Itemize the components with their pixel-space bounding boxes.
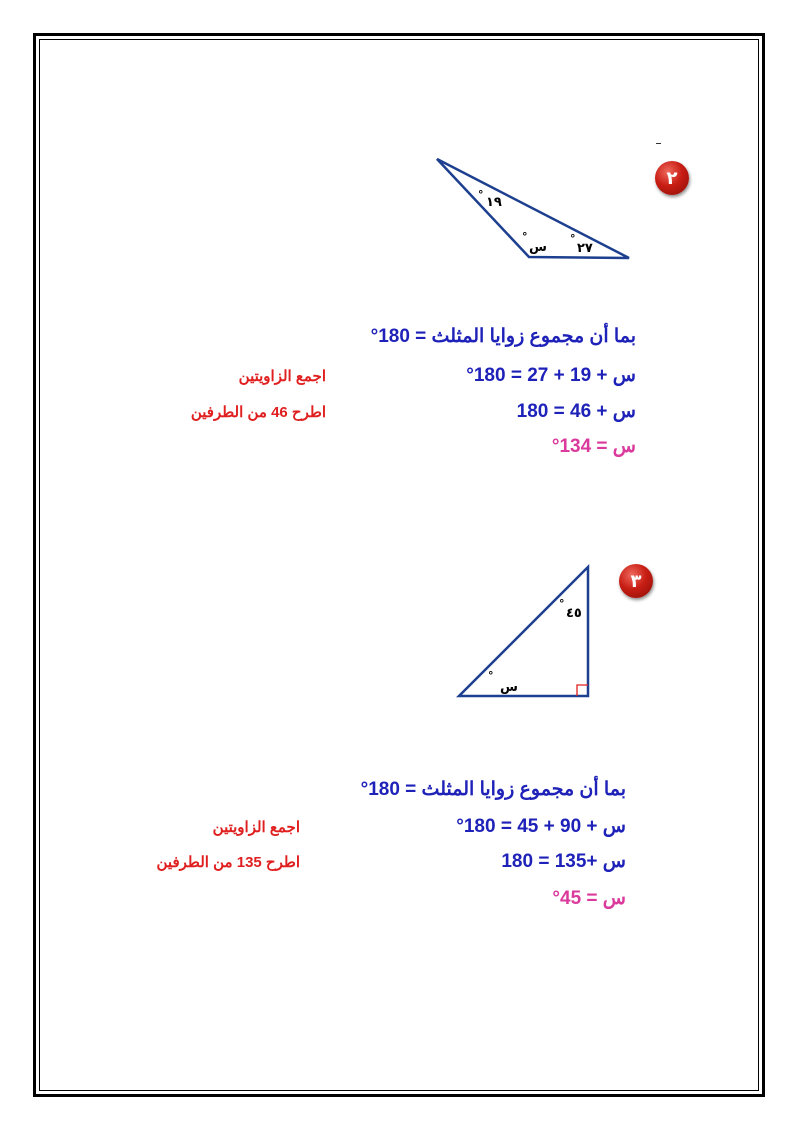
solution-result: س = 134°: [551, 436, 636, 457]
solution-line: بما أن مجموع زوايا المثلث = 180°: [370, 326, 636, 347]
solution-note: اجمع الزاويتين: [212, 819, 300, 836]
problem-number: ٢: [666, 167, 678, 189]
problem-number: ٣: [630, 570, 642, 592]
solution-note: اجمع الزاويتين: [238, 368, 326, 385]
triangle-outline: [459, 567, 588, 696]
solution-line: س +135 = 180: [501, 851, 626, 872]
solution-line: س + 90 + 45 = 180°: [456, 816, 626, 837]
degree-mark: °: [559, 597, 565, 610]
solution-line: بما أن مجموع زوايا المثلث = 180°: [360, 779, 626, 800]
degree-mark: °: [488, 669, 494, 682]
degree-mark: °: [478, 188, 484, 201]
angle-label-top: ١٩: [486, 195, 502, 210]
solution-note: اطرح 135 من الطرفين: [156, 854, 300, 871]
degree-mark: °: [570, 232, 576, 245]
solution-note: اطرح 46 من الطرفين: [190, 404, 326, 421]
solution-line: س + 19 + 27 = 180°: [466, 365, 636, 386]
degree-mark: °: [522, 230, 528, 243]
right-angle-marker: [577, 685, 588, 696]
problem-number-badge: [619, 564, 653, 598]
solution-result: س = 45°: [552, 888, 626, 909]
solution-line: س + 46 = 180: [516, 401, 636, 422]
angle-label-top: ٤٥: [566, 606, 582, 621]
angle-label-bottom-right: ٢٧: [577, 241, 593, 256]
angle-label-x: س: [500, 680, 518, 695]
angle-label-x: س: [529, 240, 547, 255]
